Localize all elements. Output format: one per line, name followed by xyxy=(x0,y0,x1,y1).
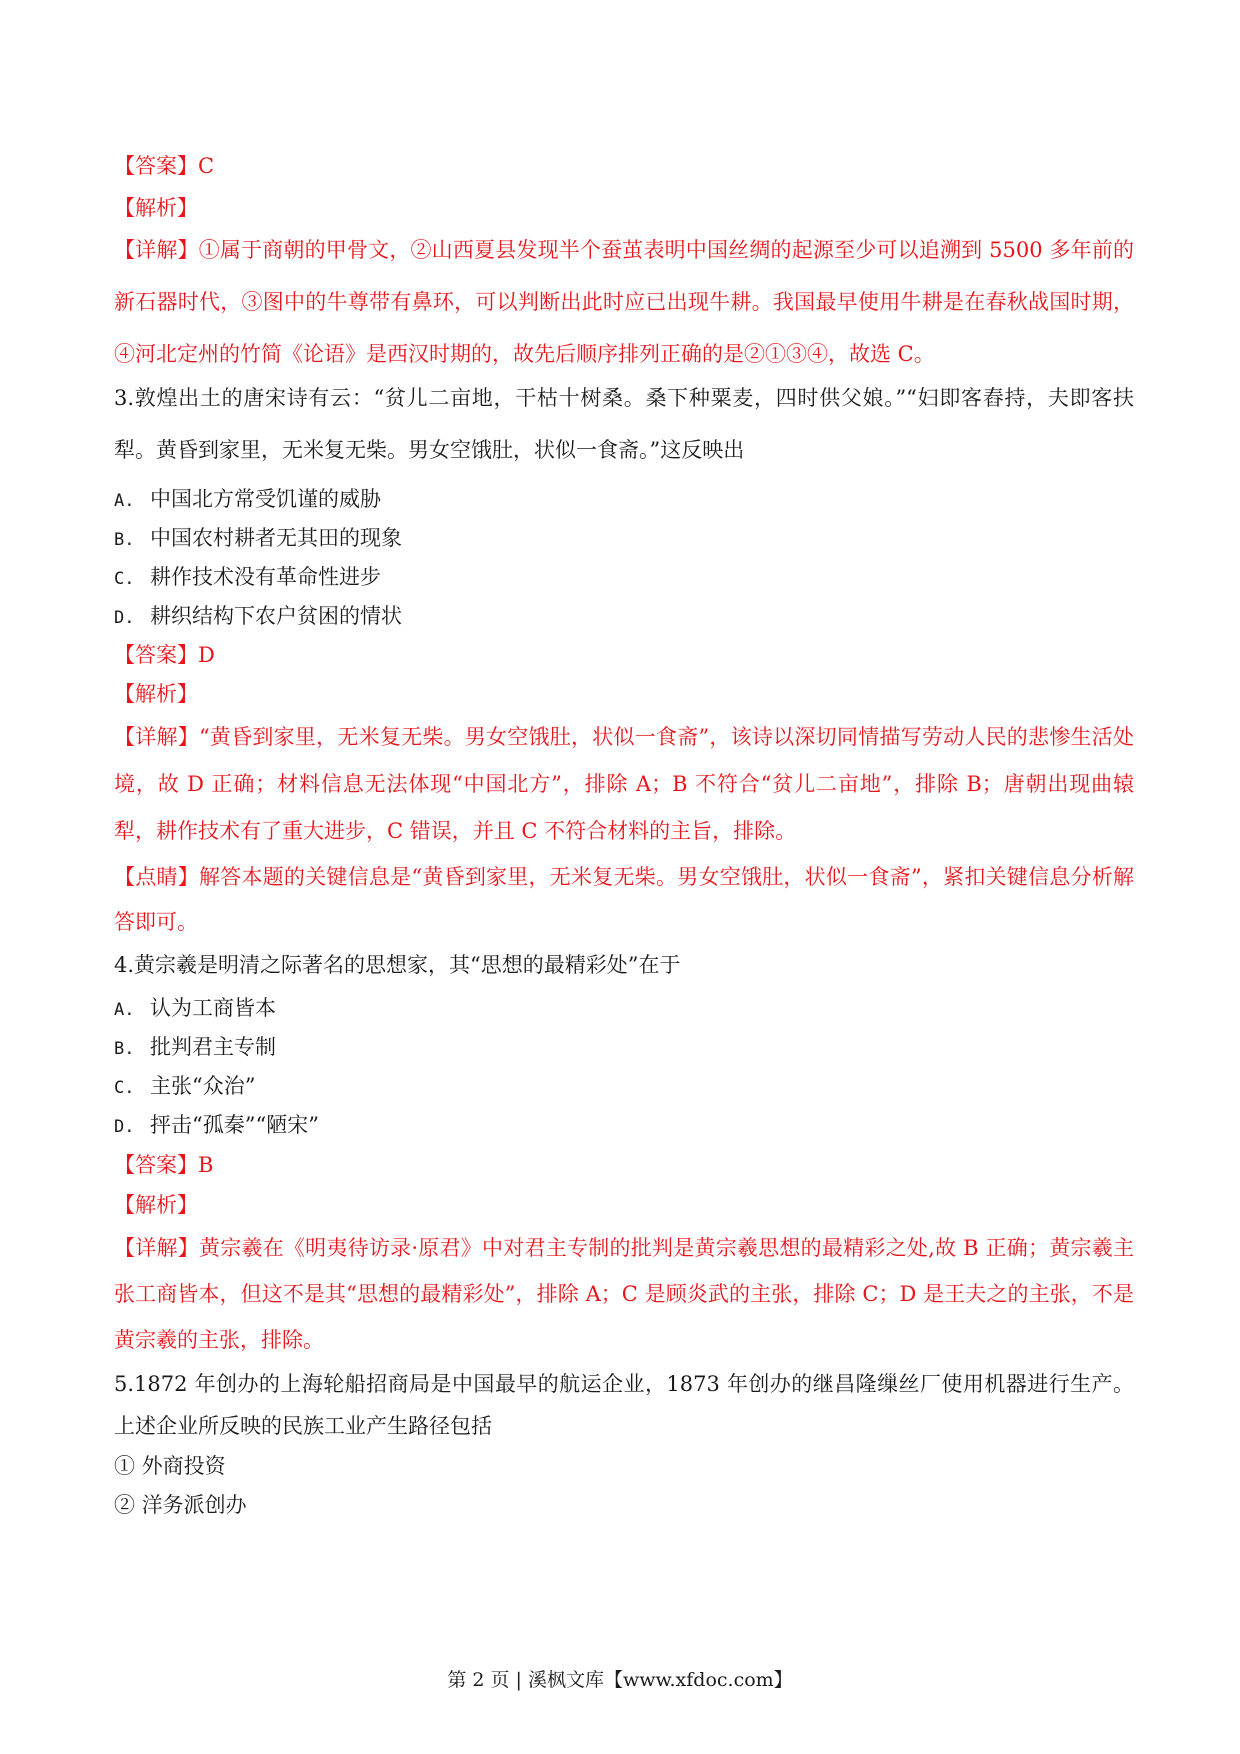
q5-stem: 5.1872 年创办的上海轮船招商局是中国最早的航运企业，1873 年创办的继昌隆缫丝厂使用机器进行生产。上述企业所反映的民族工业产生路径包括 xyxy=(114,1372,1134,1438)
option-text: 批判君主专制 xyxy=(150,1035,276,1059)
option-text: 主张“众治” xyxy=(150,1074,256,1098)
option-letter: C. xyxy=(114,1078,135,1098)
q4-analysis-heading: 【解析】 xyxy=(114,1193,198,1217)
option-letter: C. xyxy=(114,569,135,589)
q3-option-d xyxy=(114,597,1134,636)
q4-option-c xyxy=(114,1067,1134,1106)
q3-option-a xyxy=(114,480,1134,519)
option-letter: D. xyxy=(114,1117,135,1137)
q2-detail: 【详解】①属于商朝的甲骨文，②山西夏县发现半个蚕茧表明中国丝绸的起源至少可以追溯到 5500 多年前的新石器时代，③图中的牛尊带有鼻环，可以判断出此时应已出现牛耕。我国最早使用牛耕是在春秋战国时期，④河北定州的竹简《论语》是西汉时期的，故先后顺序排列正确的是②①③④，故选 C。 xyxy=(114,238,1134,366)
q4-answer: 【答案】B xyxy=(114,1153,214,1177)
q4-detail: 【详解】黄宗羲在《明夷待访录·原君》中对君主专制的批判是黄宗羲思想的最精彩之处,故 B 正确；黄宗羲主张工商皆本，但这不是其“思想的最精彩处”，排除 A；C 是顾炎武的主张，排除 C；D 是王夫之的主张，不是黄宗羲的主张，排除。 xyxy=(114,1236,1134,1352)
page-footer: 第 2 页 | 溪枫文库【www.xfdoc.com】 xyxy=(447,1669,793,1691)
q3-analysis-heading: 【解析】 xyxy=(114,682,198,706)
option-letter: B. xyxy=(114,530,135,550)
option-letter: A. xyxy=(114,491,135,511)
option-letter: B. xyxy=(114,1039,135,1059)
q3-answer: 【答案】D xyxy=(114,643,215,667)
option-text: 耕织结构下农户贫困的情状 xyxy=(150,604,402,628)
q2-answer: 【答案】C xyxy=(114,154,215,178)
q3-option-c xyxy=(114,558,1134,597)
option-text: 抨击“孤秦”“陋宋” xyxy=(150,1113,319,1137)
q4-option-a xyxy=(114,989,1134,1028)
option-letter: A. xyxy=(114,1000,135,1020)
q5-item-2: ② 洋务派创办 xyxy=(114,1493,247,1517)
q3-tip: 【点睛】解答本题的关键信息是“黄昏到家里，无米复无柴。男女空饿肚，状似一食斋”，紧扣关键信息分析解答即可。 xyxy=(114,865,1134,934)
option-text: 中国北方常受饥谨的威胁 xyxy=(150,487,381,511)
option-text: 认为工商皆本 xyxy=(150,996,276,1020)
option-text: 中国农村耕者无其田的现象 xyxy=(150,526,402,550)
document-body xyxy=(114,146,1134,1525)
q4-option-b xyxy=(114,1028,1134,1067)
q5-item-1: ① 外商投资 xyxy=(114,1454,226,1478)
q3-option-b xyxy=(114,519,1134,558)
q3-stem: 3.敦煌出土的唐宋诗有云：“贫儿二亩地，干枯十树桑。桑下种粟麦，四时供父娘。”“妇即客舂持，夫即客扶犁。黄昏到家里，无米复无柴。男女空饿肚，状似一食斋。”这反映出 xyxy=(114,386,1134,462)
option-text: 耕作技术没有革命性进步 xyxy=(150,565,381,589)
option-letter: D. xyxy=(114,608,135,628)
q4-option-d xyxy=(114,1106,1134,1145)
q2-analysis-heading: 【解析】 xyxy=(114,196,198,220)
q3-detail: 【详解】“黄昏到家里，无米复无柴。男女空饿肚，状似一食斋”，该诗以深切同情描写劳动人民的悲惨生活处境，故 D 正确；材料信息无法体现“中国北方”，排除 A；B 不符合“贫儿二亩地”，排除 B；唐朝出现曲辕犁，耕作技术有了重大进步，C 错误，并且 C 不符合材料的主旨，排除。 xyxy=(114,725,1134,843)
q4-stem: 4.黄宗羲是明清之际著名的思想家，其“思想的最精彩处”在于 xyxy=(114,953,681,977)
